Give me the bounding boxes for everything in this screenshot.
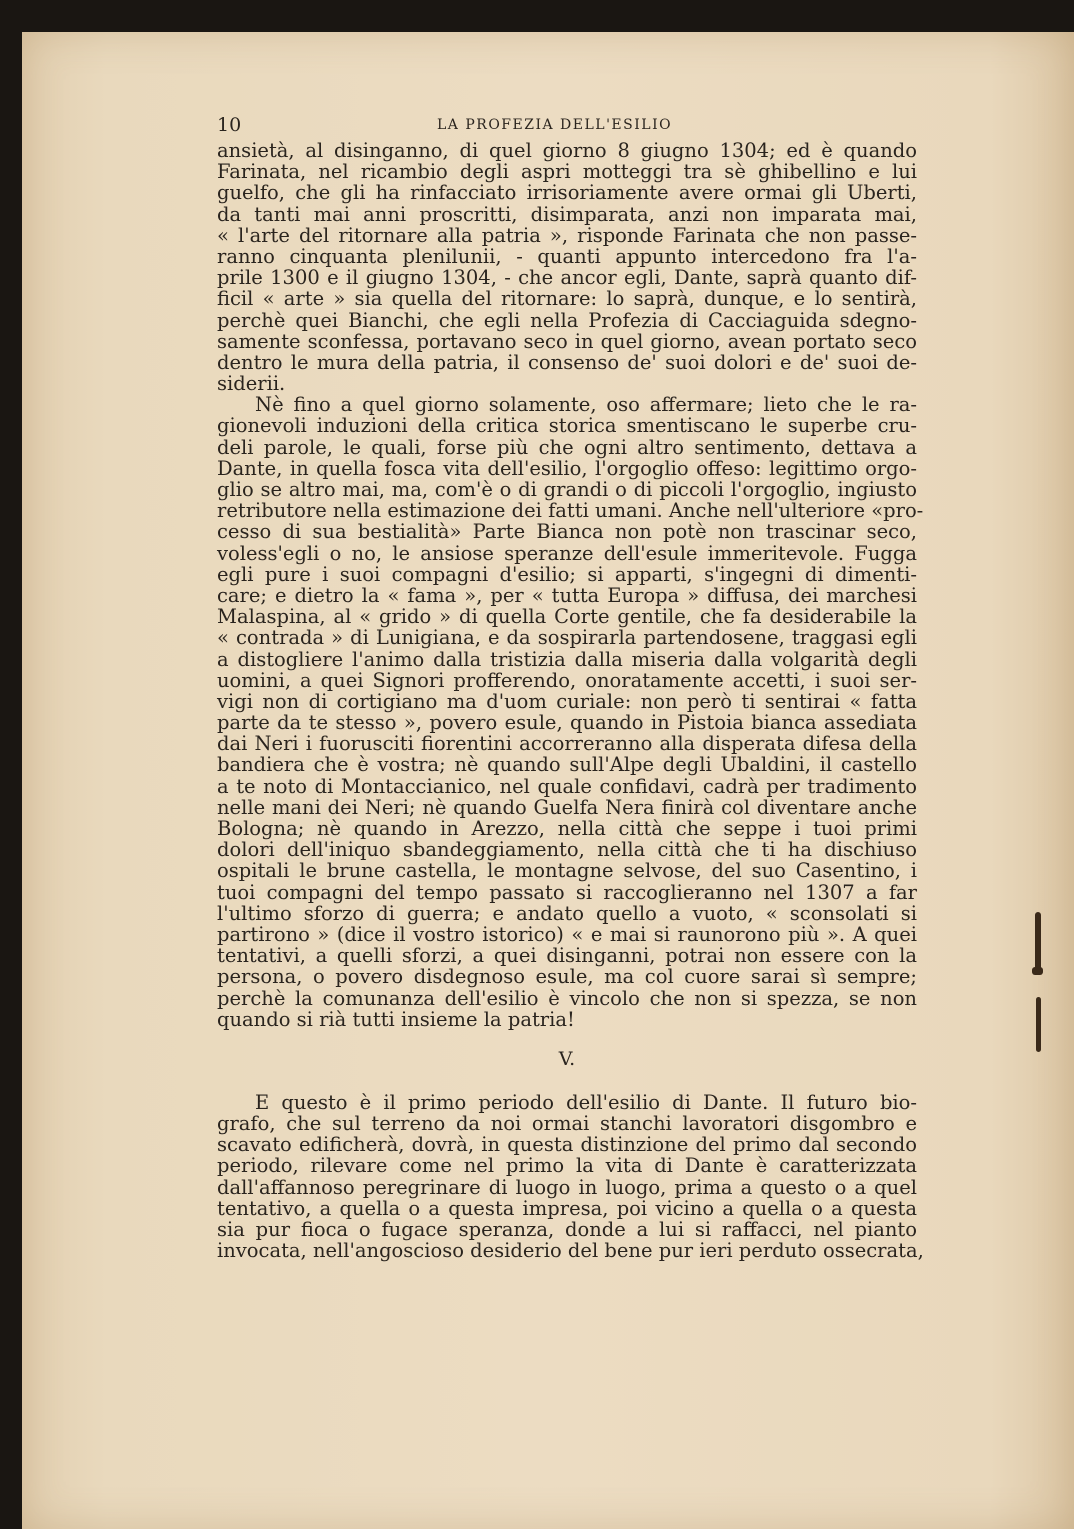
page-header (217, 114, 917, 140)
text-line: periodo, rilevare come nel primo la vita di Dante è caratterizzata (217, 1154, 917, 1178)
text-line: persona, o povero disdegnoso esule, ma col cuore sarai sì sempre; (217, 965, 917, 989)
text-line: tentativo, a quella o a questa impresa, poi vicino a quella o a questa (217, 1196, 917, 1220)
text-line: perchè quei Bianchi, che egli nella Profezia di Cacciaguida sdegno- (217, 308, 917, 332)
text-line: ranno cinquanta plenilunii, - quanti appunto intercedono fra l'a- (217, 244, 917, 268)
section-numeral: V. (558, 1047, 576, 1070)
text-line: l'ultimo sforzo di guerra; e andato quello a vuoto, « sconsolati si (217, 901, 917, 925)
book-page (22, 32, 1074, 1529)
text-line: guelfo, che gli ha rinfacciato irrisoriamente avere ormai gli Uberti, (217, 181, 917, 205)
text-line: parte da te stesso », povero esule, quando in Pistoia bianca assediata (217, 711, 917, 735)
text-line: a te noto di Montaccianico, nel quale confidavi, cadrà per tradimento (217, 774, 917, 798)
text-line: care; e dietro la « fama », per « tutta Europa » diffusa, dei marchesi (217, 583, 917, 607)
text-line: Dante, in quella fosca vita dell'esilio, l'orgoglio offeso: legittimo orgo- (217, 456, 917, 480)
text-line: dai Neri i fuorusciti fiorentini accorreranno alla disperata difesa della (217, 732, 917, 756)
text-line: uomini, a quei Signori profferendo, onoratamente accetti, i suoi ser- (217, 668, 917, 692)
text-line: cesso di sua bestialità» Parte Bianca non potè non trascinar seco, (217, 520, 917, 544)
text-line: da tanti mai anni proscritti, disimparata, anzi non imparata mai, (217, 202, 917, 226)
text-line: gionevoli induzioni della critica storica smentiscano le superbe cru- (217, 414, 917, 438)
text-line: grafo, che sul terreno da noi ormai stanchi lavoratori disgombro e (217, 1112, 917, 1136)
text-line: perchè la comunanza dell'esilio è vincolo che non si spezza, se non (217, 986, 917, 1010)
text-line: dall'affannoso peregrinare di luogo in luogo, prima a questo o a quel (217, 1175, 917, 1199)
text-line: dentro le mura della patria, il consenso de' suoi dolori e de' suoi de- (217, 350, 917, 374)
text-line: E questo è il primo periodo dell'esilio di Dante. Il futuro bio- (255, 1090, 917, 1114)
text-line: Malaspina, al « grido » di quella Corte gentile, che fa desiderabile la (217, 605, 917, 629)
text-line: ansietà, al disinganno, di quel giorno 8 giugno 1304; ed è quando (217, 139, 917, 162)
text-line: voless'egli o no, le ansiose speranze dell'esule immeritevole. Fugga (217, 541, 917, 565)
text-line: « contrada » di Lunigiana, e da sospirarla partendosene, traggasi egli (217, 626, 917, 650)
text-line: scavato edificherà, dovrà, in questa distinzione del primo dal secondo (217, 1133, 917, 1157)
text-line: retributore nella estimazione dei fatti umani. Anche nell'ulteriore «pro- (217, 499, 924, 523)
paragraph-3 (217, 1090, 924, 1263)
text-line: Farinata, nel ricambio degli aspri motteggi tra sè ghibellino e lui (217, 160, 917, 184)
text-line: ficil « arte » sia quella del ritornare: lo saprà, dunque, e lo sentirà, (217, 287, 917, 311)
text-line: invocata, nell'angoscioso desiderio del bene pur ieri perduto ossecrata, (217, 1239, 924, 1263)
text-line: a distogliere l'animo dalla tristizia dalla miseria dalla volgarità degli (217, 647, 917, 671)
text-line: samente sconfessa, portavano seco in quel giorno, avean portato seco (217, 329, 917, 353)
text-line: vigi non di cortigiano ma d'uom curiale: non però ti sentirai « fatta (217, 689, 917, 713)
text-line: glio se altro mai, ma, com'è o di grandi o di piccoli l'orgoglio, ingiusto (217, 478, 917, 501)
running-title: LA PROFEZIA DELL'ESILIO (437, 117, 673, 133)
text-line: deli parole, le quali, forse più che ogni altro sentimento, dettava a (217, 435, 917, 459)
page-content (217, 114, 924, 1263)
text-line: Bologna; nè quando in Arezzo, nella città che seppe i tuoi primi (217, 817, 917, 840)
text-line: sia pur fioca o fugace speranza, donde a lui si raffacci, nel pianto (217, 1218, 917, 1241)
paragraph-1 (217, 140, 917, 394)
text-line: ospitali le brune castella, le montagne selvose, del suo Casentino, i (217, 859, 917, 883)
text-line: quando si rià tutti insieme la patria! (217, 1007, 575, 1031)
text-line: bandiera che è vostra; nè quando sull'Alpe degli Ubaldini, il castello (217, 753, 917, 777)
text-line: Nè fino a quel giorno solamente, oso affermare; lieto che le ra- (255, 393, 917, 417)
page-number: 10 (217, 114, 242, 136)
text-line: partirono » (dice il vostro istorico) « e mai si raunorono più ». A quei (217, 922, 917, 946)
text-line: tentativi, a quelli sforzi, a quei disinganni, potrai non essere con la (217, 944, 917, 968)
text-line: « l'arte del ritornare alla patria », risponde Farinata che non passe- (217, 223, 917, 247)
text-line: siderii. (217, 372, 286, 396)
paragraph-2 (217, 393, 924, 1031)
text-line: egli pure i suoi compagni d'esilio; si apparti, s'ingegni di dimenti- (217, 562, 917, 586)
text-line: prile 1300 e il giugno 1304, - che ancor egli, Dante, saprà quanto dif- (217, 266, 917, 290)
text-line: nelle mani dei Neri; nè quando Guelfa Nera finirà col diventare anche (217, 795, 917, 819)
text-line: tuoi compagni del tempo passato si raccoglieranno nel 1307 a far (217, 880, 917, 904)
text-line: dolori dell'iniquo sbandeggiamento, nella città che ti ha dischiuso (217, 838, 917, 862)
binding-thread-mark (1032, 912, 1044, 1072)
